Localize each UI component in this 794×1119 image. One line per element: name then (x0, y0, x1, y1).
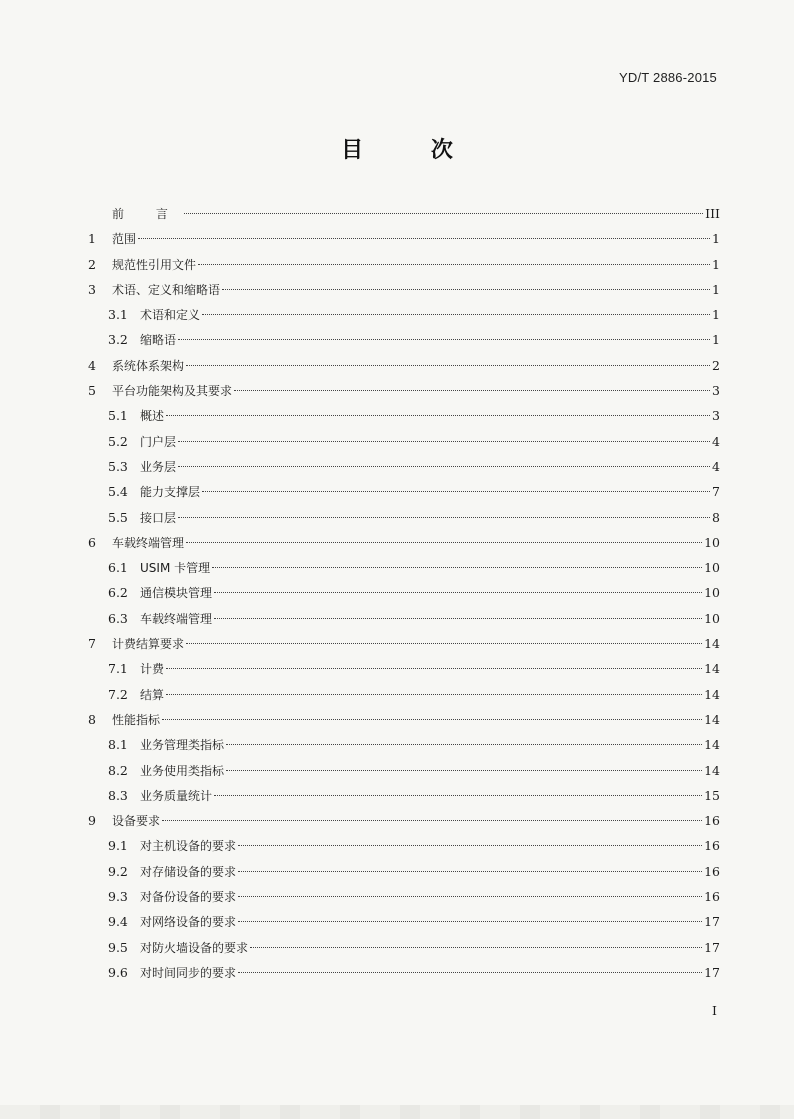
dot-leader (212, 567, 702, 568)
toc-entry[interactable] (88, 960, 720, 985)
toc-entry-page: 10 (704, 534, 720, 550)
toc-entry-label: 门户层 (140, 434, 177, 449)
toc-entry-number: 9.4 (108, 914, 128, 930)
toc-entry-page: 16 (704, 813, 720, 829)
toc-entry-number: 3 (88, 281, 96, 297)
dot-leader (238, 896, 702, 897)
toc-entry[interactable] (88, 707, 720, 732)
toc-entry-label: 对网络设备的要求 (140, 915, 237, 930)
toc-entry-label: 对主机设备的要求 (140, 839, 237, 854)
dot-leader (186, 365, 710, 366)
dot-leader (186, 643, 702, 644)
toc-entry-label: 平台功能架构及其要求 (112, 384, 233, 399)
toc-entry-label: 车载终端管理 (140, 611, 213, 626)
toc-entry-page: 14 (704, 711, 720, 727)
toc-entry-label: 缩略语 (140, 333, 177, 348)
toc-entry[interactable] (88, 479, 720, 504)
toc-entry[interactable] (88, 353, 720, 378)
toc-entry-page: 1 (712, 281, 720, 297)
toc-entry-label: 通信模块管理 (140, 586, 213, 601)
toc-entry-number: 9 (88, 813, 96, 829)
toc-entry-page: 16 (704, 863, 720, 879)
toc-entry-number: 1 (88, 231, 96, 247)
toc-entry-label: 性能指标 (112, 712, 161, 727)
toc-entry-number: 9.3 (108, 889, 128, 905)
toc-entry-number: 3.2 (108, 332, 128, 348)
toc-entry[interactable] (88, 505, 720, 530)
toc-entry-number: 5.4 (108, 484, 128, 500)
toc-entry[interactable] (88, 935, 720, 960)
toc-entry-page: 17 (704, 914, 720, 930)
toc-entry-page: 3 (712, 408, 720, 424)
toc-entry[interactable] (88, 758, 720, 783)
dot-leader (162, 719, 702, 720)
toc-entry-label: 业务质量统计 (140, 788, 213, 803)
toc-entry[interactable] (88, 656, 720, 681)
toc-entry-number: 6.3 (108, 610, 128, 626)
dot-leader (238, 921, 702, 922)
toc-entry[interactable] (88, 555, 720, 580)
toc-entry[interactable] (88, 327, 720, 352)
toc-entry[interactable] (88, 454, 720, 479)
dot-leader (238, 972, 702, 973)
toc-entry-label: 规范性引用文件 (112, 257, 197, 272)
standard-code: YD/T 2886-2015 (619, 70, 717, 85)
toc-entry-page: 7 (712, 484, 720, 500)
toc-entry-number: 4 (88, 357, 96, 373)
dot-leader (178, 339, 710, 340)
dot-leader (166, 668, 702, 669)
dot-leader (178, 517, 710, 518)
dot-leader (178, 441, 710, 442)
toc-entry-number: 9.1 (108, 838, 128, 854)
toc-entry[interactable] (88, 403, 720, 428)
toc-entry-number: 5.1 (108, 408, 128, 424)
toc-entry-number: 7.1 (108, 661, 128, 677)
toc-entry[interactable] (88, 277, 720, 302)
toc-entry[interactable] (88, 909, 720, 934)
toc-entry-label: 概述 (140, 409, 165, 424)
toc-entry-page: 14 (704, 686, 720, 702)
dot-leader (214, 795, 702, 796)
toc-entry[interactable] (88, 606, 720, 631)
toc-entry-number: 7 (88, 636, 96, 652)
toc-entry-label: 车载终端管理 (112, 535, 185, 550)
toc-entry-label: 能力支撑层 (140, 485, 201, 500)
toc-entry[interactable] (88, 783, 720, 808)
toc-entry-number: 6 (88, 534, 96, 550)
toc-entry-number: 7.2 (108, 686, 128, 702)
dot-leader (166, 694, 702, 695)
toc-entry-label: 系统体系架构 (112, 358, 185, 373)
toc-entry-number: 6.2 (108, 585, 128, 601)
toc-entry[interactable] (88, 732, 720, 757)
dot-leader (202, 314, 710, 315)
dot-leader (234, 390, 710, 391)
toc-entry-number: 9.5 (108, 939, 128, 955)
toc-entry-number: 5.5 (108, 509, 128, 525)
toc-entry-label: 前 言 (112, 207, 182, 221)
toc-entry[interactable] (88, 682, 720, 707)
dot-leader (184, 213, 703, 214)
toc-entry-label: 业务层 (140, 459, 177, 474)
table-of-contents (88, 201, 720, 985)
toc-entry-label: USIM 卡管理 (140, 561, 211, 576)
toc-entry-page: 14 (704, 762, 720, 778)
toc-entry-page: 17 (704, 939, 720, 955)
dot-leader (166, 415, 710, 416)
dot-leader (202, 491, 710, 492)
toc-entry[interactable] (88, 580, 720, 605)
dot-leader (214, 618, 702, 619)
toc-entry-number: 3.1 (108, 307, 128, 323)
toc-entry-page: 16 (704, 838, 720, 854)
dot-leader (198, 264, 710, 265)
toc-entry-number: 5.3 (108, 458, 128, 474)
dot-leader (222, 289, 710, 290)
toc-entry-number: 9.6 (108, 964, 128, 980)
toc-entry[interactable] (88, 631, 720, 656)
toc-entry[interactable] (88, 378, 720, 403)
toc-entry-page: 10 (704, 560, 720, 576)
toc-entry-page: 10 (704, 585, 720, 601)
dot-leader (138, 238, 710, 239)
toc-entry-number: 9.2 (108, 863, 128, 879)
toc-entry-number: 2 (88, 256, 96, 272)
page-number: I (712, 1003, 717, 1018)
dot-leader (162, 820, 702, 821)
toc-entry-page: 1 (712, 332, 720, 348)
scan-edge-artifact (0, 1105, 794, 1119)
toc-entry-page: 14 (704, 737, 720, 753)
toc-entry[interactable] (88, 302, 720, 327)
toc-entry-label: 范围 (112, 232, 137, 247)
toc-entry-page: 3 (712, 383, 720, 399)
toc-entry-number: 5.2 (108, 433, 128, 449)
dot-leader (214, 592, 702, 593)
toc-entry-page: 1 (712, 256, 720, 272)
toc-entry[interactable] (88, 429, 720, 454)
page-title: 目 次 (341, 138, 483, 163)
dot-leader (226, 744, 702, 745)
toc-entry-page: III (705, 206, 720, 221)
toc-entry-page: 8 (712, 509, 720, 525)
toc-entry-number: 5 (88, 383, 96, 399)
dot-leader (250, 947, 702, 948)
toc-entry-label: 业务管理类指标 (140, 738, 225, 753)
dot-leader (238, 845, 702, 846)
toc-entry-number: 8.3 (108, 787, 128, 803)
toc-entry-label: 对时间同步的要求 (140, 965, 237, 980)
toc-entry-label: 结算 (140, 687, 165, 702)
dot-leader (186, 542, 702, 543)
toc-entry-label: 对防火墙设备的要求 (140, 940, 249, 955)
toc-entry-page: 15 (704, 787, 720, 803)
toc-entry-page: 1 (712, 231, 720, 247)
toc-entry-page: 14 (704, 636, 720, 652)
toc-entry-page: 16 (704, 889, 720, 905)
toc-entry-page: 4 (712, 458, 720, 474)
toc-entry[interactable] (88, 226, 720, 251)
toc-entry-label: 业务使用类指标 (140, 763, 225, 778)
toc-entry-label: 对备份设备的要求 (140, 890, 237, 905)
toc-entry-page: 4 (712, 433, 720, 449)
toc-entry[interactable] (88, 833, 720, 858)
toc-entry-number: 8 (88, 711, 96, 727)
toc-entry[interactable] (88, 252, 720, 277)
toc-entry-label: 术语和定义 (140, 308, 201, 323)
toc-entry[interactable] (88, 859, 720, 884)
toc-entry-page: 2 (712, 357, 720, 373)
dot-leader (226, 770, 702, 771)
toc-entry[interactable] (88, 884, 720, 909)
toc-entry[interactable] (88, 530, 720, 555)
toc-entry-label: 设备要求 (112, 814, 161, 829)
toc-entry-label: 术语、定义和缩略语 (112, 282, 221, 297)
toc-entry-label: 接口层 (140, 510, 177, 525)
toc-entry-number: 6.1 (108, 560, 128, 576)
toc-entry-label: 对存储设备的要求 (140, 864, 237, 879)
toc-entry-page: 17 (704, 964, 720, 980)
dot-leader (238, 871, 702, 872)
toc-entry-label: 计费 (140, 662, 165, 677)
toc-entry-label: 计费结算要求 (112, 637, 185, 652)
toc-entry-page: 10 (704, 610, 720, 626)
dot-leader (178, 466, 710, 467)
toc-entry-page: 14 (704, 661, 720, 677)
toc-entry[interactable] (88, 808, 720, 833)
toc-entry[interactable] (88, 201, 720, 226)
toc-entry-page: 1 (712, 307, 720, 323)
toc-entry-number: 8.1 (108, 737, 128, 753)
toc-entry-number: 8.2 (108, 762, 128, 778)
